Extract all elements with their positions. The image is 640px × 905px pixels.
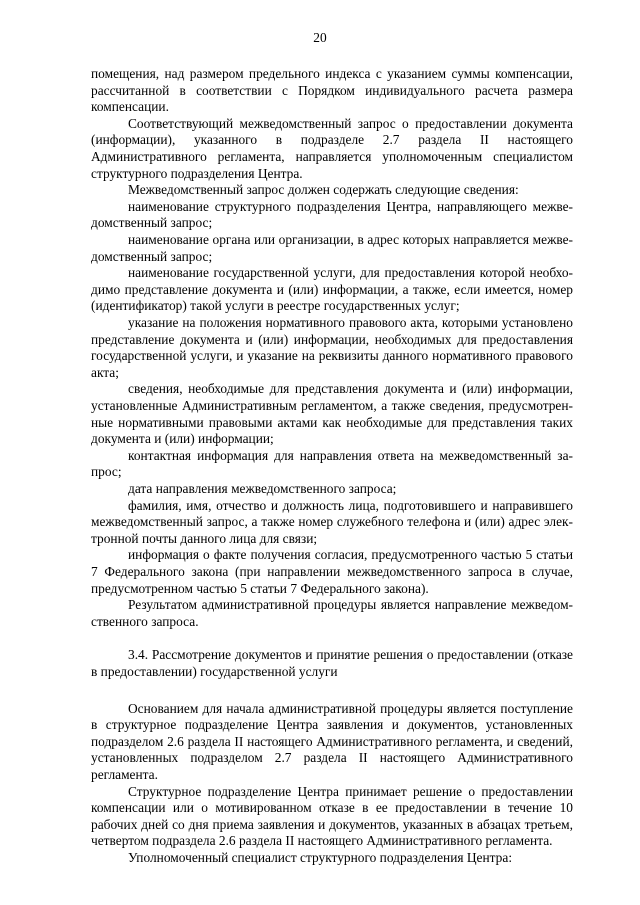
text-line: ные нормативными правовыми актами как необходимые для представления таких xyxy=(91,415,573,430)
text-line: Результатом административной процедуры является направление межведом- xyxy=(128,597,573,612)
text-line: помещения, над размером предельного индекса с указанием суммы компенсации, xyxy=(91,66,573,81)
text-line: подразделом 2.6 раздела II настоящего Административного регламента, и сведений, xyxy=(91,734,573,749)
text-line: в структурное подразделение Центра заявления и документов, установленных xyxy=(91,717,573,732)
text-line: компенсации. xyxy=(91,99,169,114)
text-line: Межведомственный запрос должен содержать следующие сведения: xyxy=(128,182,519,197)
text-line: 7 Федерального закона (при направлении межведомственного запроса в случае, xyxy=(91,564,573,579)
text-line: дата направления межведомственного запроса; xyxy=(128,481,397,496)
text-line: регламента. xyxy=(91,767,158,782)
text-line: контактная информация для направления ответа на межведомственный за- xyxy=(128,448,573,463)
text-line: (информации), указанного в подразделе 2.7 раздела II настоящего xyxy=(91,132,573,147)
text-line: наименование органа или организации, в адрес которых направляется межве- xyxy=(128,232,573,247)
text-line: акта; xyxy=(91,365,119,380)
text-line: Соответствующий межведомственный запрос о предоставлении документа xyxy=(128,116,573,131)
text-line: ственного запроса. xyxy=(91,614,199,629)
text-line: фамилия, имя, отчество и должность лица, подготовившего и направившего xyxy=(128,498,573,513)
text-line: государственной услуги, и указание на реквизиты данного нормативного правового xyxy=(91,348,573,363)
text-line: установленные Административным регламентом, а также сведения, предусмотрен- xyxy=(91,398,573,413)
text-line: (идентификатор) такой услуги в реестре государственных услуг; xyxy=(91,298,460,313)
text-line: Структурное подразделение Центра принимает решение о предоставлении xyxy=(128,784,573,799)
page-number: 20 xyxy=(313,30,327,45)
text-line: компенсации или о мотивированном отказе в ее предоставлении в течение 10 xyxy=(91,800,573,815)
text-line: домственный запрос; xyxy=(91,215,213,230)
text-line: Основанием для начала административной процедуры является поступление xyxy=(128,701,573,716)
text-line: четвертом подраздела 2.6 раздела II настоящего Административного регламента. xyxy=(91,833,553,848)
text-line: наименование структурного подразделения Центра, направляющего межве- xyxy=(128,199,573,214)
text-line: 3.4. Рассмотрение документов и принятие решения о предоставлении (отказе xyxy=(128,647,573,662)
text-line: сведения, необходимые для представления документа и (или) информации, xyxy=(128,381,573,396)
text-line: рассчитанной в соответствии с Порядком индивидуального расчета размера xyxy=(91,83,573,98)
text-line: наименование государственной услуги, для предоставления которой необхо- xyxy=(128,265,573,280)
text-line: Уполномоченный специалист структурного подразделения Центра: xyxy=(128,850,513,865)
text-line: установленных подразделом 2.7 раздела II настоящего Административного xyxy=(91,750,573,765)
text-line: указание на положения нормативного правового акта, которыми установлено xyxy=(128,315,573,330)
text-line: рабочих дней со дня приема заявления и документов, указанных в абзацах третьем, xyxy=(91,817,573,832)
text-line: домственный запрос; xyxy=(91,249,213,264)
text-line: димо представление документа и (или) информации, а также, если имеется, номер xyxy=(91,282,573,297)
text-line: структурного подразделения Центра. xyxy=(91,166,303,181)
text-line: тронной почты данного лица для связи; xyxy=(91,531,318,546)
text-line: прос; xyxy=(91,464,122,479)
text-line: представление документа и (или) информации, необходимых для предоставления xyxy=(91,332,573,347)
text-line: предусмотренном частью 5 статьи 7 Федерального закона). xyxy=(91,581,429,596)
text-line: в предоставлении) государственной услуги xyxy=(91,664,338,679)
text-line: межведомственный запрос, а также номер служебного телефона и (или) адрес элек- xyxy=(91,514,573,529)
text-line: Административного регламента, направляется уполномоченным специалистом xyxy=(91,149,573,164)
text-line: документа и (или) информации; xyxy=(91,431,274,446)
text-line: информация о факте получения согласия, предусмотренного частью 5 статьи xyxy=(128,547,573,562)
